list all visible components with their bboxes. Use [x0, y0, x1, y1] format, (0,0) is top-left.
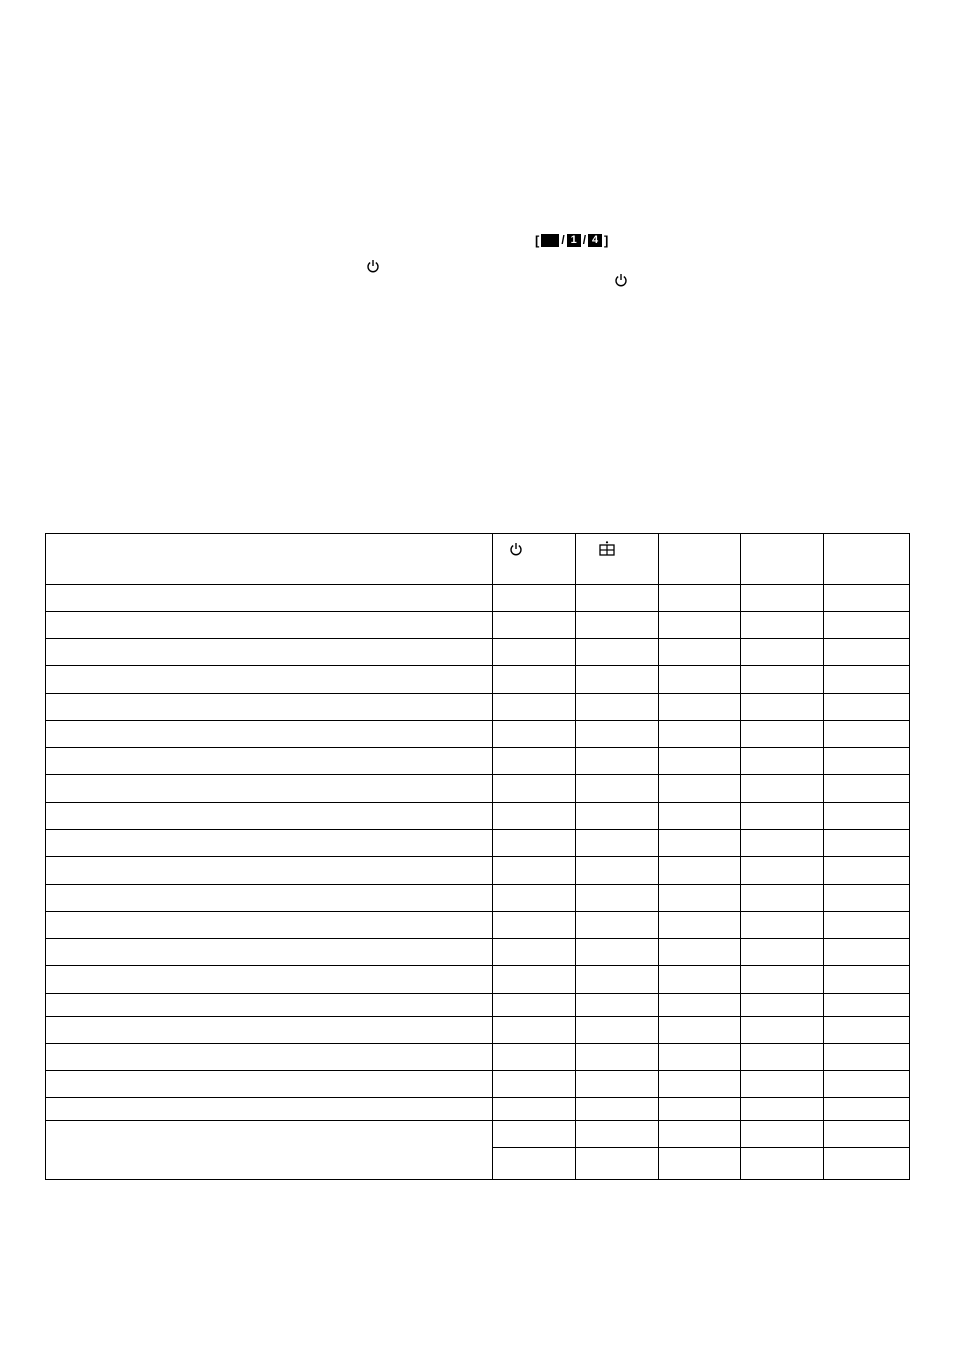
power-icon: [509, 542, 523, 556]
table-header-cell: [659, 534, 741, 585]
table-row: [46, 721, 910, 748]
table-row: [46, 639, 910, 666]
power-icon: [614, 273, 628, 287]
table-row: [46, 1121, 910, 1148]
table-row: [46, 857, 910, 885]
table-row: [46, 1098, 910, 1121]
table-row: [46, 830, 910, 857]
table-header-cell: [824, 534, 910, 585]
table-header-cell: [493, 534, 576, 585]
table-row: [46, 1071, 910, 1098]
key-box-blank: [541, 234, 559, 247]
table-row: [46, 1044, 910, 1071]
power-icon: [366, 259, 380, 273]
table-row: [46, 885, 910, 912]
table-header-cell: [46, 534, 493, 585]
table-merged-cell: [46, 1121, 493, 1180]
table-row: [46, 1017, 910, 1044]
table-row: [46, 748, 910, 775]
key-box-4: 4: [588, 234, 602, 247]
table-row: [46, 694, 910, 721]
table-row: [46, 585, 910, 612]
key-box-1: 1: [567, 234, 581, 247]
table-header-row: [46, 534, 910, 585]
key-indicator-group: [535, 232, 608, 248]
table-row: [46, 912, 910, 939]
table-row: [46, 994, 910, 1017]
table-row: [46, 966, 910, 994]
close-bracket: ]: [604, 232, 609, 248]
key-separator: /: [582, 233, 587, 247]
settings-table: [45, 533, 910, 1180]
table-header-cell: [576, 534, 659, 585]
table-row: [46, 612, 910, 639]
table-header-cell: [741, 534, 824, 585]
table-row: [46, 803, 910, 830]
table-row: [46, 939, 910, 966]
table-row: [46, 775, 910, 803]
key-separator: /: [561, 233, 565, 247]
keypad-icon: [599, 541, 615, 557]
open-bracket: [: [535, 232, 540, 248]
table-row: [46, 666, 910, 694]
